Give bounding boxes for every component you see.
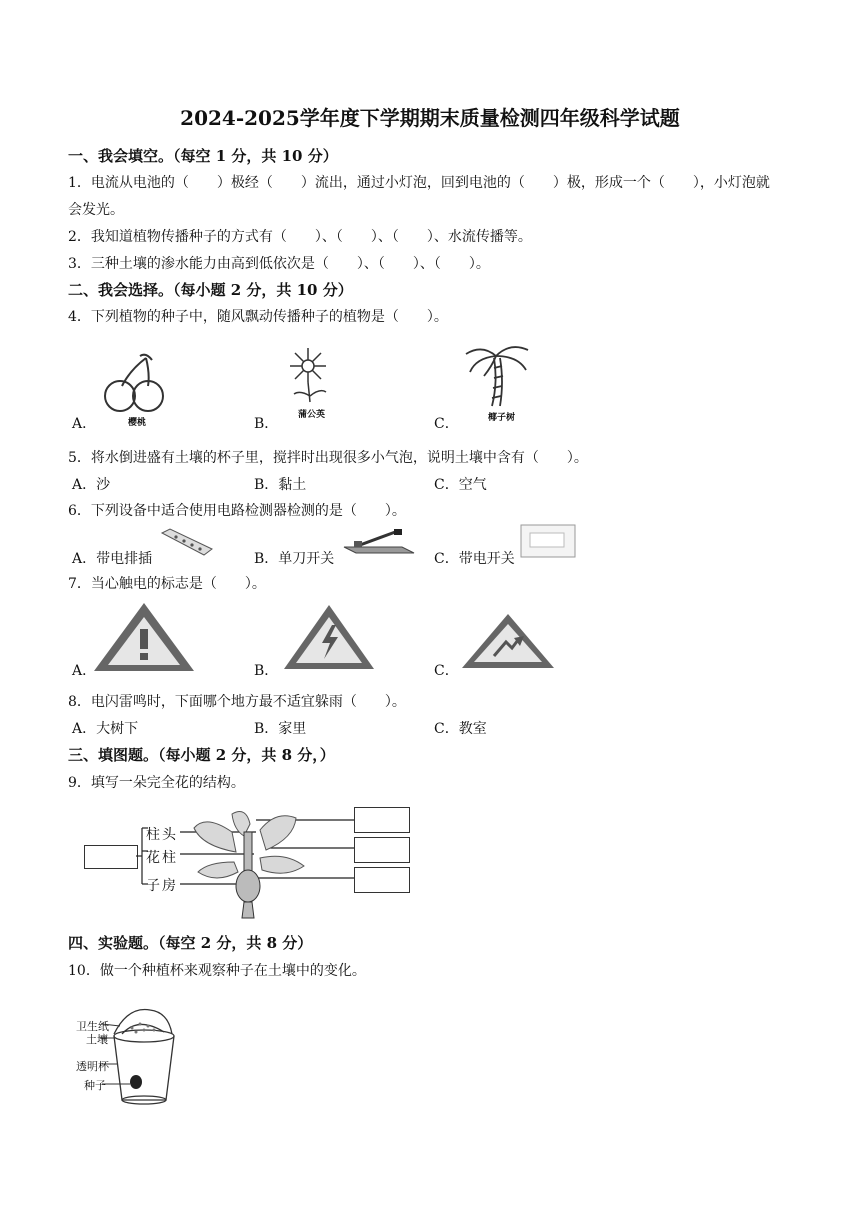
electric-shock-warning-icon xyxy=(282,603,376,671)
q8-option-a: A．大树下 xyxy=(72,721,139,737)
question-4-stem: 4．下列植物的种子中，随风飘动传播种子的植物是（ ）。 xyxy=(68,309,448,325)
section-1-heading: 一、我会填空。（每空 1 分，共 10 分） xyxy=(68,147,338,165)
q5-option-b: B．黏土 xyxy=(254,477,307,493)
section-3-heading: 三、填图题。（每小题 2 分，共 8 分，） xyxy=(68,746,335,764)
q4-caption-cherry: 樱桃 xyxy=(128,418,147,428)
question-8-stem: 8．电闪雷鸣时，下面哪个地方最不适宜躲雨（ ）。 xyxy=(68,694,406,710)
q6-option-b: B．单刀开关 xyxy=(254,551,335,567)
cup-label-tissue: 卫生纸 xyxy=(76,1020,109,1033)
flower-answer-box-3[interactable] xyxy=(354,867,410,893)
question-10-stem: 10．做一个种植杯来观察种子在土壤中的变化。 xyxy=(68,963,366,979)
flower-label-stigma: 柱头 xyxy=(146,827,178,843)
section-4-heading: 四、实验题。（每空 2 分，共 8 分） xyxy=(68,934,313,952)
q4-option-a: A． xyxy=(72,416,97,432)
knife-switch-image xyxy=(342,527,416,557)
cherry-image xyxy=(100,352,170,414)
question-1-line2: 会发光。 xyxy=(68,202,124,218)
question-6-stem: 6．下列设备中适合使用电路检测器检测的是（ ）。 xyxy=(68,503,406,519)
question-1-line1: 1．电流从电池的（ ）极经（ ）流出，通过小灯泡，回到电池的（ ）极，形成一个（ ），小灯泡就 xyxy=(68,175,770,191)
question-5-stem: 5．将水倒进盛有土壤的杯子里，搅拌时出现很多小气泡，说明土壤中含有（ ）。 xyxy=(68,450,588,466)
power-strip-image xyxy=(158,527,214,559)
q7-option-c: C． xyxy=(434,663,459,679)
q5-option-c: C．空气 xyxy=(434,477,487,493)
q4-caption-coconut: 椰子树 xyxy=(488,413,516,423)
cup-label-seed: 种子 xyxy=(84,1079,106,1092)
planting-cup-diagram xyxy=(108,1004,178,1106)
section-2-heading: 二、我会选择。（每小题 2 分，共 10 分） xyxy=(68,281,353,299)
dandelion-image xyxy=(280,346,340,406)
q5-option-a: A．沙 xyxy=(72,477,111,493)
q7-option-a: A． xyxy=(72,663,97,679)
q4-option-c: C． xyxy=(434,416,459,432)
question-3: 3．三种土壤的渗水能力由高到低依次是（ ）、（ ）、（ ）。 xyxy=(68,256,490,272)
cup-label-soil: 土壤 xyxy=(86,1033,108,1046)
wall-switch-image xyxy=(520,524,576,558)
flower-answer-box-1[interactable] xyxy=(354,807,410,833)
q6-option-c: C．带电开关 xyxy=(434,551,515,567)
q4-option-b: B． xyxy=(254,416,279,432)
cup-label-clear-cup: 透明杯 xyxy=(76,1060,109,1073)
flower-answer-box-2[interactable] xyxy=(354,837,410,863)
q8-option-c: C．教室 xyxy=(434,721,487,737)
coconut-tree-image xyxy=(462,342,534,410)
flower-answer-box-left[interactable] xyxy=(84,845,138,869)
question-7-stem: 7．当心触电的标志是（ ）。 xyxy=(68,576,266,592)
page-title: 2024-2025学年度下学期期末质量检测四年级科学试题 xyxy=(180,106,680,130)
q8-option-b: B．家里 xyxy=(254,721,307,737)
question-9-stem: 9．填写一朵完全花的结构。 xyxy=(68,775,245,791)
flower-label-style: 花柱 xyxy=(146,850,178,866)
question-2: 2．我知道植物传播种子的方式有（ ）、（ ）、（ ）、水流传播等。 xyxy=(68,229,532,245)
q4-caption-dandelion: 蒲公英 xyxy=(298,410,326,420)
warning-exclamation-icon xyxy=(92,601,196,673)
q6-option-a: A．带电排插 xyxy=(72,551,153,567)
q7-option-b: B． xyxy=(254,663,279,679)
flower-label-ovary: 子房 xyxy=(146,878,178,894)
arrow-warning-icon xyxy=(460,612,556,670)
